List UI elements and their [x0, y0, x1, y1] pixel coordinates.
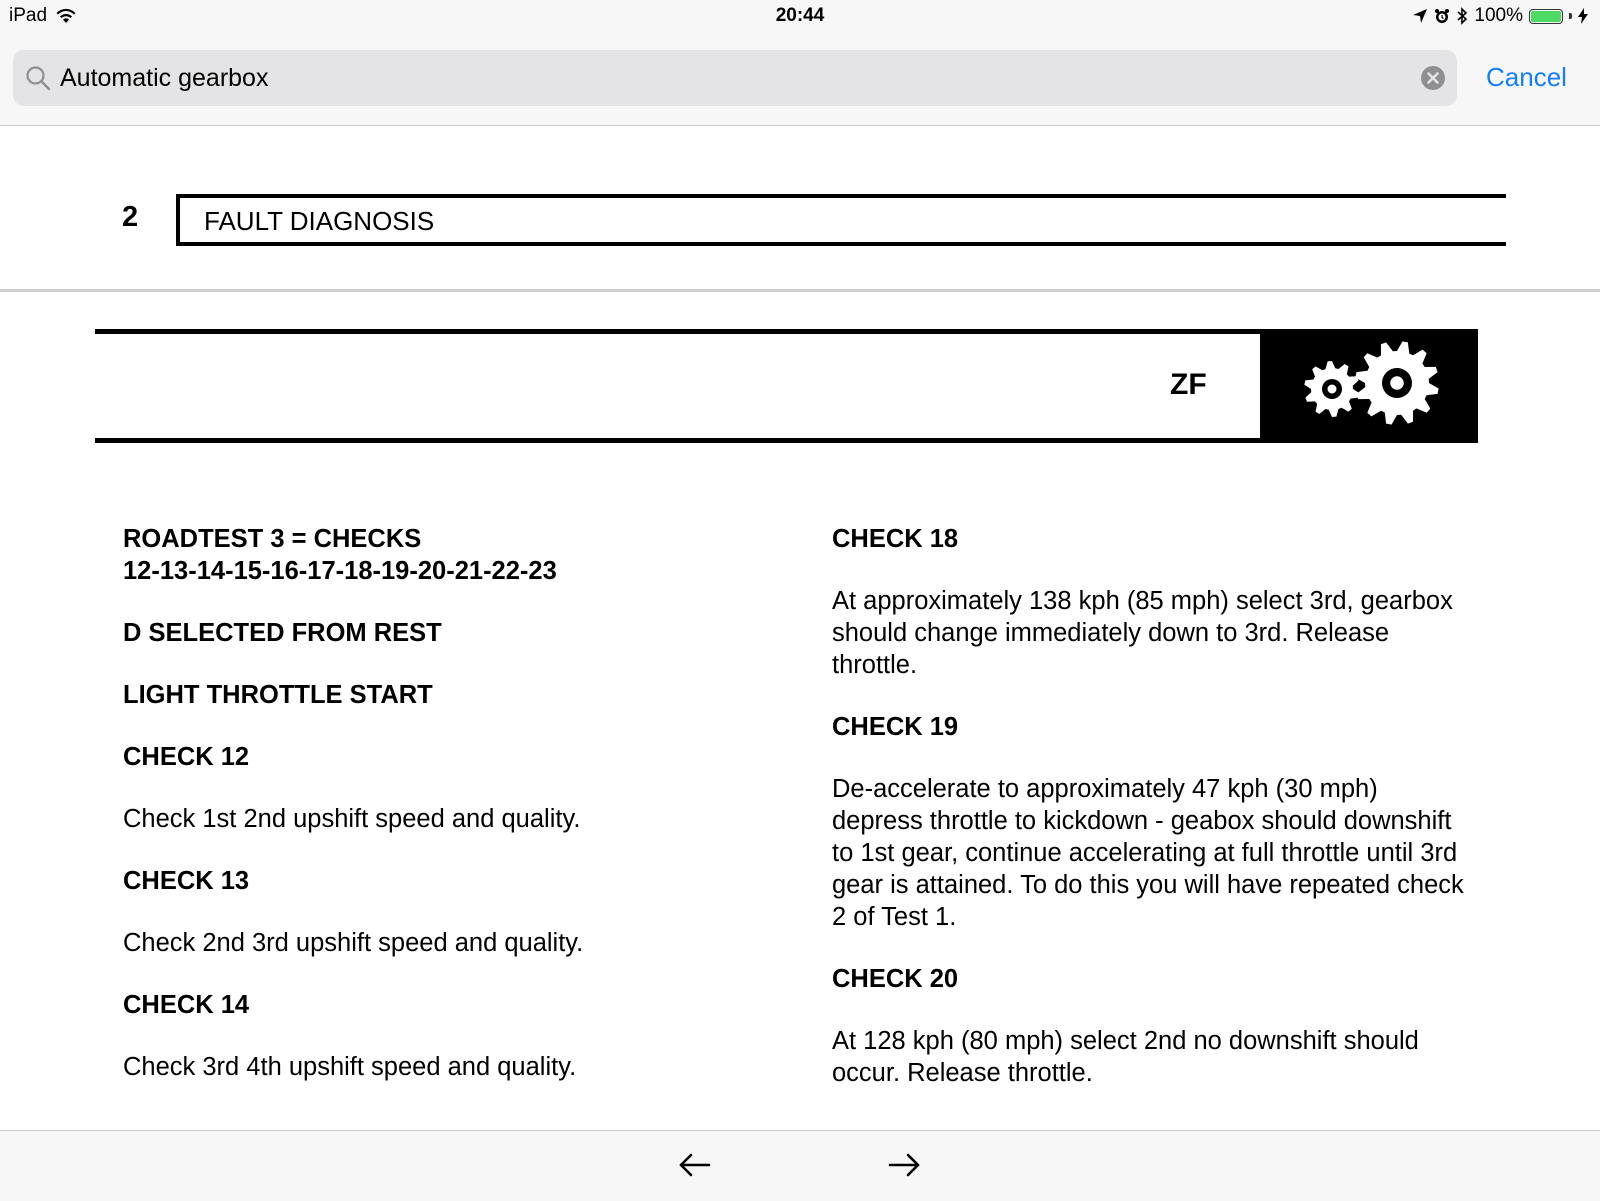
search-icon — [25, 65, 51, 91]
check-heading: CHECK 20 — [832, 965, 959, 993]
check-heading: ROADTEST 3 = CHECKS — [123, 525, 422, 553]
forward-arrow-icon[interactable] — [884, 1145, 924, 1185]
clock: 20:44 — [775, 5, 825, 26]
section-number: 2 — [122, 201, 139, 233]
cancel-button[interactable]: Cancel — [1486, 62, 1567, 92]
check-heading: CHECK 18 — [832, 525, 959, 553]
search-field[interactable] — [13, 50, 1457, 106]
check-heading: D SELECTED FROM REST — [123, 619, 442, 647]
battery-icon — [1529, 9, 1563, 24]
check-text: Check 3rd 4th upshift speed and quality. — [123, 1053, 577, 1081]
clear-icon[interactable] — [1421, 66, 1445, 90]
small-gear-axle — [1328, 385, 1337, 394]
left-column — [123, 523, 773, 1113]
bluetooth-icon — [1456, 7, 1468, 25]
check-text: De-accelerate to approximately 47 kph (30 mph) depress throttle to kickdown - geabox should downshift to 1st gear, continue accelerating at full throttle until 3rd gear is attained. To do this you will have repeated check 2 of Test 1. — [832, 775, 1464, 931]
status-right — [1412, 5, 1588, 27]
battery-cap — [1569, 13, 1572, 19]
check-text: At approximately 138 kph (85 mph) select 3rd, gearbox should change immediately down to 3rd. Release throttle. — [832, 587, 1453, 679]
large-gear-axle — [1390, 376, 1404, 390]
device-name: iPad — [9, 5, 48, 26]
check-text: Check 2nd 3rd upshift speed and quality. — [123, 929, 584, 957]
document-page — [0, 126, 1600, 1130]
location-arrow-icon — [1412, 8, 1428, 24]
check-heading: LIGHT THROTTLE START — [123, 681, 433, 709]
battery-level — [1531, 11, 1561, 22]
check-heading: CHECK 19 — [832, 713, 959, 741]
back-arrow-icon[interactable] — [675, 1145, 715, 1185]
search-bar — [0, 32, 1600, 126]
charging-bolt-icon — [1578, 8, 1588, 24]
battery-percent: 100% — [1474, 5, 1523, 26]
section-title-box — [176, 194, 1506, 246]
check-heading: 12-13-14-15-16-17-18-19-20-21-22-23 — [123, 557, 557, 585]
alarm-icon — [1434, 8, 1450, 24]
banner-label: ZF — [1170, 368, 1207, 401]
section-title: FAULT DIAGNOSIS — [204, 206, 435, 236]
search-input[interactable] — [60, 50, 1390, 106]
check-heading: CHECK 13 — [123, 867, 250, 895]
right-column — [832, 523, 1472, 1119]
status-bar — [0, 0, 1600, 32]
check-text: Check 1st 2nd upshift speed and quality. — [123, 805, 581, 833]
bottom-toolbar — [0, 1130, 1600, 1201]
page-divider — [0, 289, 1600, 292]
check-heading: CHECK 12 — [123, 743, 250, 771]
check-text: At 128 kph (80 mph) select 2nd no downshift should occur. Release throttle. — [832, 1027, 1419, 1087]
gears-icon — [1260, 329, 1478, 443]
check-heading: CHECK 14 — [123, 991, 250, 1019]
